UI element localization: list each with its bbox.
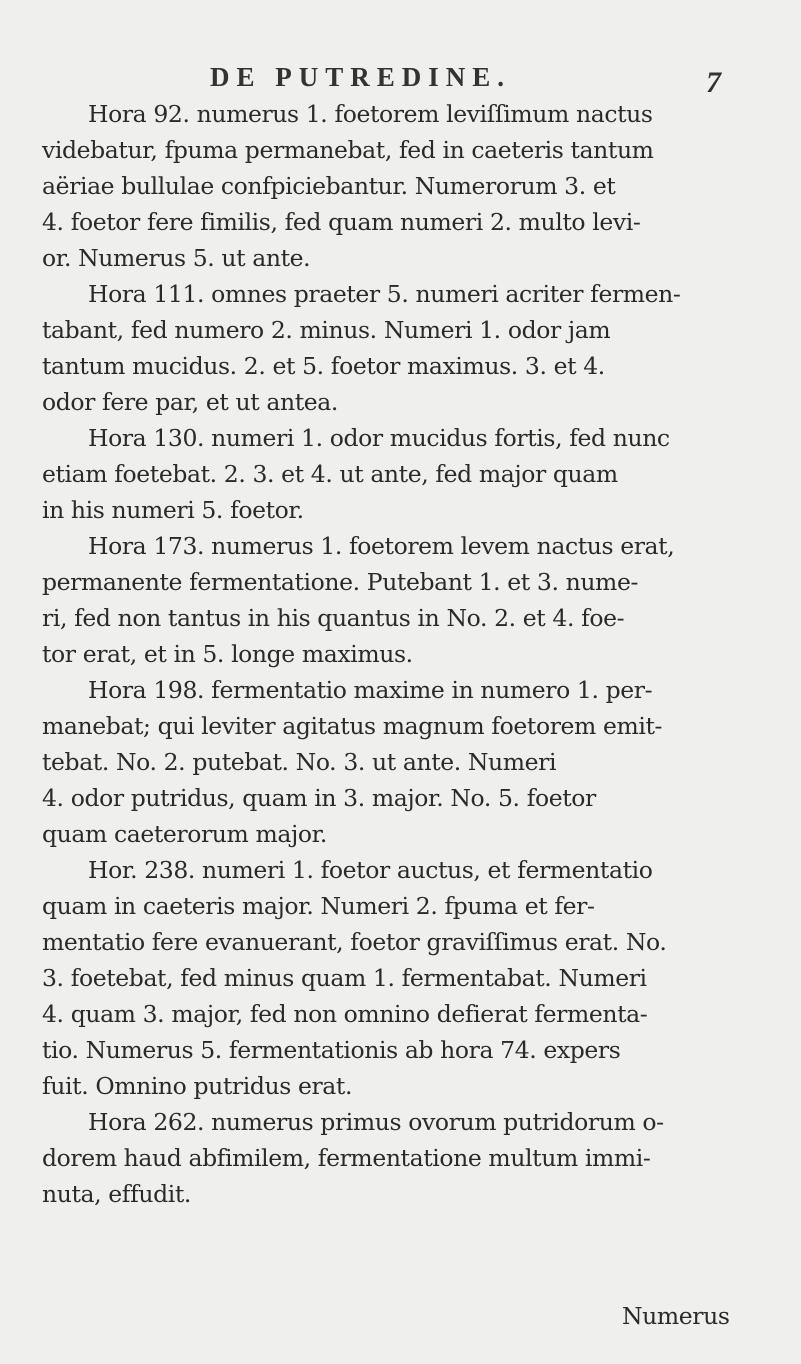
catchword: Numerus — [622, 1302, 730, 1330]
text-line: tabant, fed numero 2. minus. Numeri 1. odor jam — [42, 316, 611, 344]
text-line: dorem haud abfimilem, fermentatione multum immi- — [42, 1144, 651, 1172]
text-line: tebat. No. 2. putebat. No. 3. ut ante. Numeri — [42, 748, 557, 776]
text-line: Hora 262. numerus primus ovorum putridorum o- — [88, 1108, 664, 1136]
page-number: 7 — [706, 66, 721, 99]
text-line: permanente fermentatione. Putebant 1. et 3. nume- — [42, 568, 638, 596]
text-line: tio. Numerus 5. fermentationis ab hora 74. expers — [42, 1036, 621, 1064]
text-line: aëriae bullulae confpiciebantur. Numerorum 3. et — [42, 172, 616, 200]
text-line: etiam foetebat. 2. 3. et 4. ut ante, fed major quam — [42, 460, 618, 488]
text-line: in his numeri 5. foetor. — [42, 496, 304, 524]
text-line: Hora 92. numerus 1. foetorem leviſſimum nactus — [88, 100, 653, 128]
text-line: tor erat, et in 5. longe maximus. — [42, 640, 413, 668]
text-line: fuit. Omnino putridus erat. — [42, 1072, 353, 1100]
text-line: videbatur, fpuma permanebat, fed in caeteris tantum — [42, 136, 654, 164]
text-line: tantum mucidus. 2. et 5. foetor maximus. 3. et 4. — [42, 352, 605, 380]
text-line: odor fere par, et ut antea. — [42, 388, 338, 416]
text-line: 4. odor putridus, quam in 3. major. No. 5. foetor — [42, 784, 596, 812]
text-line: manebat; qui leviter agitatus magnum foetorem emit- — [42, 712, 663, 740]
text-line: Hor. 238. numeri 1. foetor auctus, et fermentatio — [88, 856, 653, 884]
text-line: 4. quam 3. major, fed non omnino defierat fermenta- — [42, 1000, 648, 1028]
text-line: Hora 130. numeri 1. odor mucidus fortis, fed nunc — [88, 424, 670, 452]
text-line: mentatio fere evanuerant, foetor graviſſimus erat. No. — [42, 928, 667, 956]
text-line: nuta, effudit. — [42, 1180, 191, 1208]
text-line: 4. foetor fere fimilis, fed quam numeri 2. multo levi- — [42, 208, 641, 236]
text-line: Hora 173. numerus 1. foetorem levem nactus erat, — [88, 532, 675, 560]
running-head: DE PUTREDINE. — [210, 62, 512, 92]
text-line: or. Numerus 5. ut ante. — [42, 244, 311, 272]
text-line: Hora 111. omnes praeter 5. numeri acriter fermen- — [88, 280, 681, 308]
text-line: quam in caeteris major. Numeri 2. fpuma et fer- — [42, 892, 595, 920]
text-line: ri, fed non tantus in his quantus in No. 2. et 4. foe- — [42, 604, 625, 632]
text-line: quam caeterorum major. — [42, 820, 327, 848]
text-line: Hora 198. fermentatio maxime in numero 1. per- — [88, 676, 653, 704]
text-line: 3. foetebat, fed minus quam 1. fermentabat. Numeri — [42, 964, 647, 992]
